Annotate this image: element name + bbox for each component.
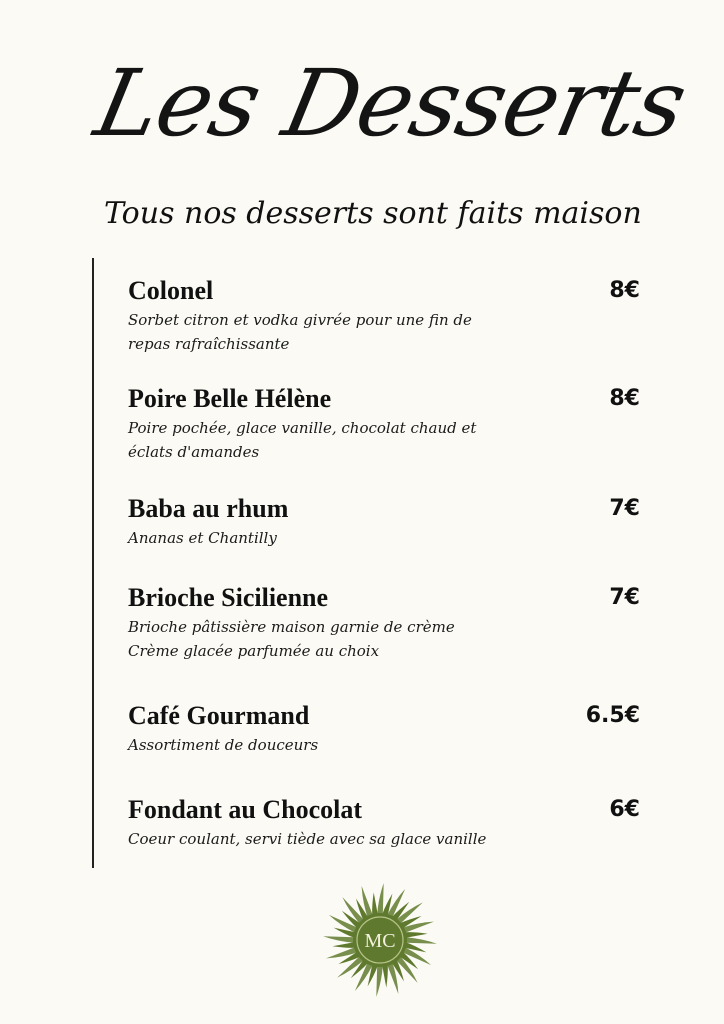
item-price: 7€	[609, 496, 640, 521]
menu-item-cafe-gourmand	[128, 701, 640, 757]
sun-ray	[382, 965, 388, 988]
menu-item-brioche-sicilienne	[128, 583, 640, 663]
sun-ray	[323, 936, 354, 942]
item-name: Brioche Sicilienne	[128, 583, 329, 612]
menu-item-colonel	[128, 276, 640, 356]
sun-ray	[372, 892, 378, 915]
item-name: Café Gourmand	[128, 701, 310, 730]
item-name: Colonel	[128, 276, 214, 305]
item-name: Baba au rhum	[128, 494, 289, 523]
item-description: Assortiment de douceurs	[128, 736, 319, 754]
sun-ray	[377, 883, 383, 914]
menu-item-poire-belle-helene	[128, 384, 640, 464]
item-price: 6.5€	[585, 703, 640, 728]
menu-item-baba-au-rhum	[128, 494, 640, 550]
menu-item-fondant-au-chocolat	[128, 795, 640, 851]
item-description: Poire pochée, glace vanille, chocolat chaud et éclats d'amandes	[128, 419, 477, 461]
item-price: 8€	[609, 278, 640, 303]
item-name: Fondant au Chocolat	[128, 795, 363, 824]
item-description: Brioche pâtissière maison garnie de crème Crème glacée parfumée au choix	[128, 618, 455, 660]
sun-ray	[376, 966, 382, 997]
item-description: Coeur coulant, servi tiède avec sa glace vanille	[128, 830, 487, 848]
sun-ray	[405, 932, 428, 938]
sun-ray	[332, 942, 355, 948]
page-title: Les Desserts	[86, 50, 695, 157]
item-name: Poire Belle Hélène	[128, 384, 332, 413]
item-price: 6€	[609, 797, 640, 822]
logo-monogram: MC	[364, 930, 396, 952]
sun-ray	[406, 937, 437, 943]
left-divider-line	[92, 258, 94, 868]
item-description: Sorbet citron et vodka givrée pour une fin de repas rafraîchissante	[128, 311, 472, 353]
item-price: 7€	[609, 585, 640, 610]
page-subtitle: Tous nos desserts sont faits maison	[104, 196, 642, 231]
sun-emblem-icon	[320, 880, 440, 1000]
item-description: Ananas et Chantilly	[128, 529, 277, 547]
item-price: 8€	[609, 386, 640, 411]
